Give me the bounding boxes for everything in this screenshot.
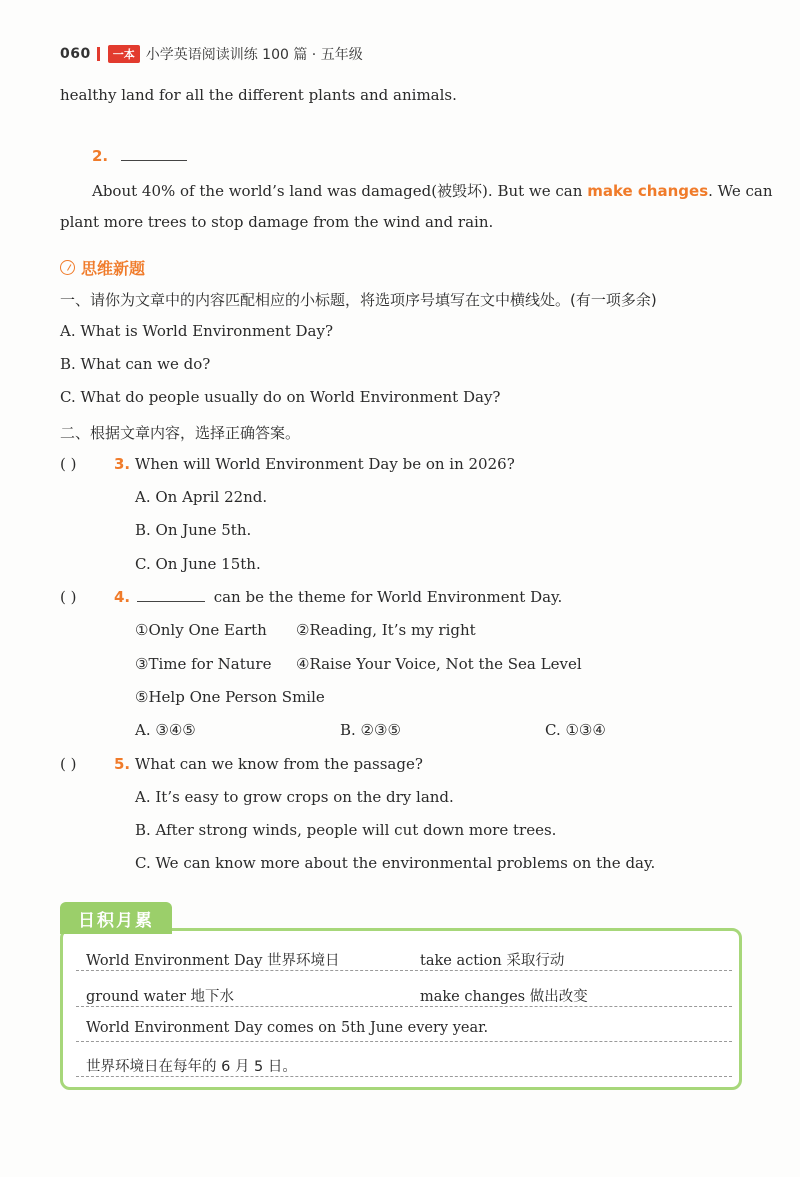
section2-text-a: About 40% of the world’s land was damaged(被毁坏). But we can (92, 182, 588, 200)
q5-stem (114, 755, 423, 773)
q4-option-a: A. ③④⑤ (135, 721, 196, 739)
q4-theme-3: ③Time for Nature (135, 655, 272, 673)
q3-option-b: B. On June 5th. (135, 521, 252, 539)
q3-text: When will World Environment Day be on in 2026? (134, 455, 515, 473)
section2-heading (92, 146, 187, 165)
page-number: 060 (60, 46, 91, 62)
q5-option-b: B. After strong winds, people will cut down more trees. (135, 821, 557, 839)
q4-text: can be the theme for World Environment Day. (213, 588, 563, 606)
part2-instruction: 二、根据文章内容，选择正确答案。 (60, 424, 301, 442)
section2-line2: plant more trees to stop damage from the wind and rain. (60, 213, 494, 231)
vocab-row2-left: ground water 地下水 (86, 989, 235, 1005)
vocab-row1-right: take action 采取行动 (420, 953, 565, 969)
q5-answer-paren[interactable]: ( ) (60, 755, 77, 773)
part1-instruction: 一、请你为文章中的内容匹配相应的小标题，将选项序号填写在文中横线处。(有一项多余) (60, 291, 657, 309)
q3-stem (114, 455, 515, 473)
section-title-text: 思维新题 (81, 259, 146, 278)
q4-theme-1: ①Only One Earth (135, 621, 267, 639)
vocab-row2-right: make changes 做出改变 (420, 989, 588, 1005)
q4-option-c: C. ①③④ (545, 721, 606, 739)
book-logo: 一本 (108, 45, 140, 63)
q4-number: 4. (114, 588, 131, 606)
q3-option-a: A. On April 22nd. (135, 488, 268, 506)
part1-option-a: A. What is World Environment Day? (60, 322, 334, 340)
section2-text-b: . We can (708, 182, 773, 200)
section-title (60, 256, 145, 279)
section2-number: 2. (92, 147, 109, 165)
vocab-row4: 世界环境日在每年的 6 月 5 日。 (86, 1059, 297, 1075)
header-divider (97, 47, 100, 61)
section2-line1 (92, 180, 773, 201)
q4-answer-paren[interactable]: ( ) (60, 588, 77, 606)
q4-theme-4: ④Raise Your Voice, Not the Sea Level (296, 655, 582, 673)
vocab-divider-3 (76, 1041, 732, 1042)
page-header (60, 44, 363, 64)
passage-continued-line: healthy land for all the different plants and animals. (60, 86, 457, 104)
vocab-divider-2 (76, 1006, 732, 1007)
vocab-row3: World Environment Day comes on 5th June every year. (86, 1020, 489, 1036)
vocab-divider-4 (76, 1076, 732, 1077)
part1-option-c: C. What do people usually do on World Environment Day? (60, 388, 501, 406)
q5-option-c: C. We can know more about the environmental problems on the day. (135, 854, 656, 872)
thinking-icon (60, 260, 75, 275)
book-title: 小学英语阅读训练 100 篇 · 五年级 (145, 47, 363, 63)
q4-option-b: B. ②③⑤ (340, 721, 401, 739)
vocab-divider-1 (76, 970, 732, 971)
q4-stem (114, 588, 562, 606)
q4-theme-2: ②Reading, It’s my right (296, 621, 476, 639)
q5-text: What can we know from the passage? (134, 755, 423, 773)
q3-answer-paren[interactable]: ( ) (60, 455, 77, 473)
part1-option-b: B. What can we do? (60, 355, 211, 373)
q4-theme-5: ⑤Help One Person Smile (135, 688, 325, 706)
q3-option-c: C. On June 15th. (135, 555, 261, 573)
highlight-make-changes: make changes (587, 182, 709, 200)
vocab-row1-left: World Environment Day 世界环境日 (86, 953, 340, 969)
q5-number: 5. (114, 755, 131, 773)
vocab-title: 日积月累 (60, 902, 172, 934)
q4-blank[interactable] (137, 601, 205, 602)
q5-option-a: A. It’s easy to grow crops on the dry land. (135, 788, 454, 806)
section2-blank[interactable] (121, 160, 187, 161)
q3-number: 3. (114, 455, 131, 473)
